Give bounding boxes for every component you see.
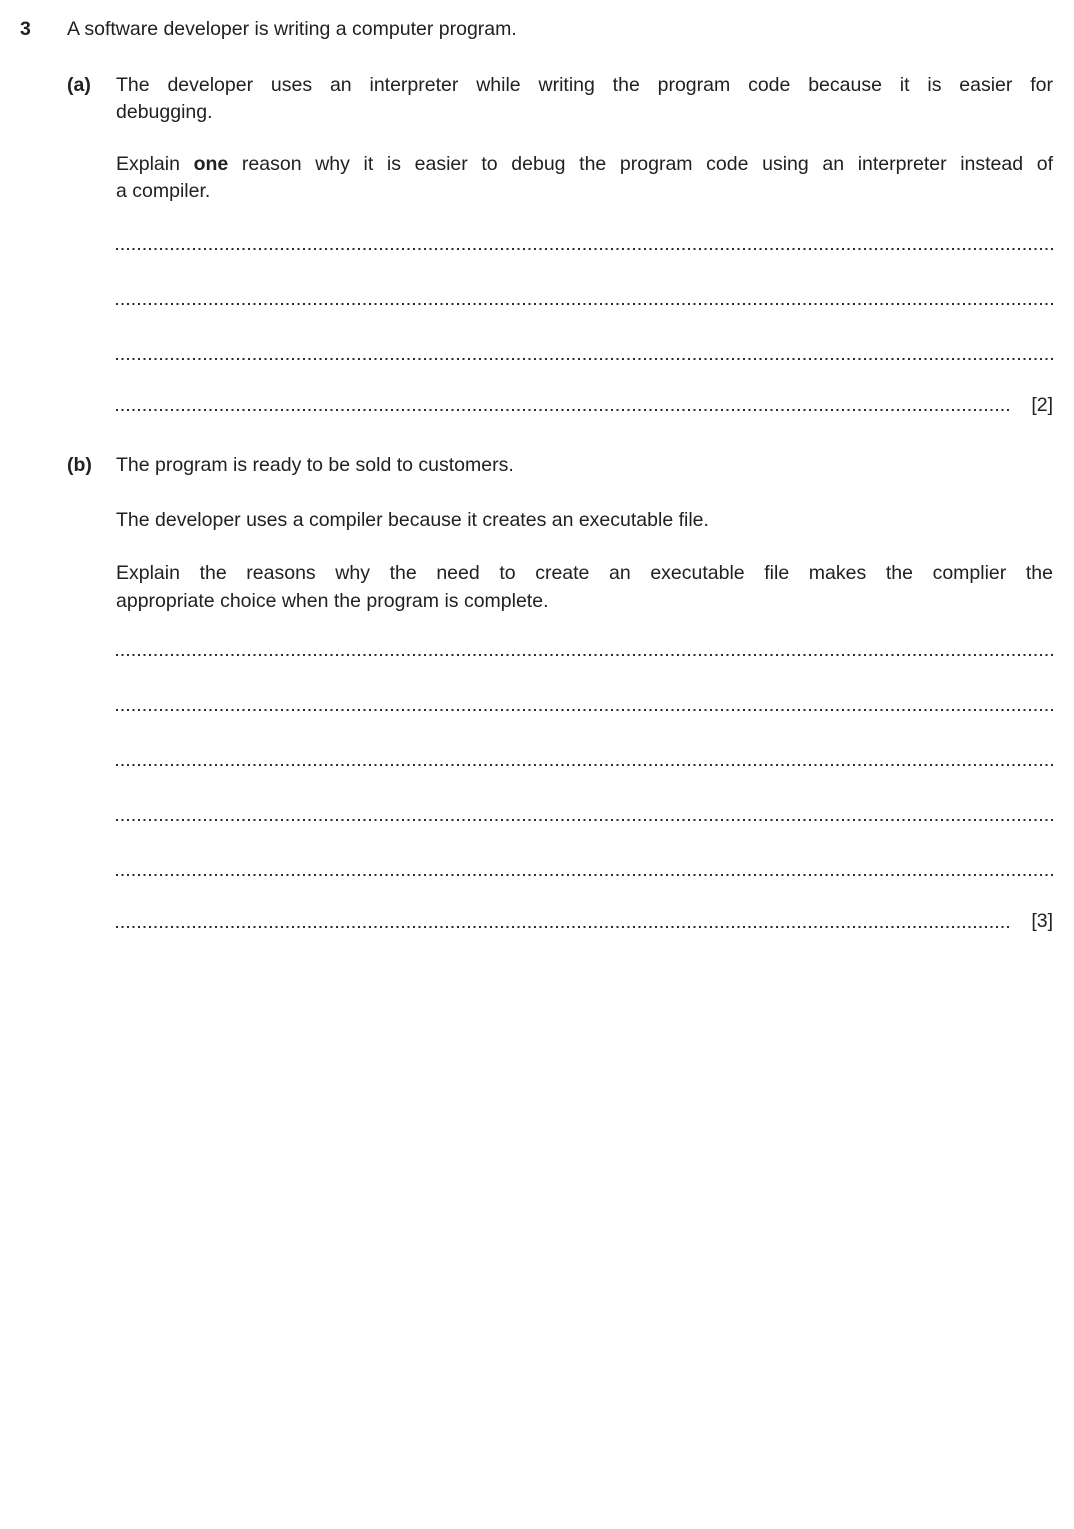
part-b-label: (b) xyxy=(67,454,92,476)
question-intro-row xyxy=(20,16,1053,44)
statement-line: debugging. xyxy=(116,101,213,123)
marks-label: [2] xyxy=(1031,393,1053,416)
part-a-answer-area xyxy=(116,248,1053,420)
explain-line: a compiler. xyxy=(116,180,211,202)
part-a-body xyxy=(116,72,1053,420)
part-b-statement-1 xyxy=(116,452,1053,480)
answer-dotted-line xyxy=(116,874,1053,876)
part-b-body xyxy=(116,452,1053,936)
part-a-label: (a) xyxy=(67,73,91,96)
answer-dotted-line xyxy=(116,764,1053,766)
answer-dotted-line xyxy=(116,409,1011,411)
answer-dotted-line xyxy=(116,709,1053,711)
explain-line: Explain the reasons why the need to create an executable file makes the complier the xyxy=(116,562,1053,584)
question-part-b xyxy=(67,452,1053,936)
answer-dotted-line xyxy=(116,303,1053,305)
question-number: 3 xyxy=(20,18,31,40)
explain-text-segment: Explain xyxy=(116,152,194,175)
question-intro-text: A software developer is writing a computer program. xyxy=(67,18,517,40)
part-b-explain xyxy=(116,560,1053,615)
part-b-statement-2 xyxy=(116,507,1053,535)
marks-label: [3] xyxy=(1031,910,1053,932)
part-a-statement xyxy=(116,72,1053,127)
statement-line: The developer uses a compiler because it creates an executable file. xyxy=(116,508,709,531)
explain-line: appropriate choice when the program is complete. xyxy=(116,589,549,612)
question-part-a xyxy=(67,72,1053,420)
answer-dotted-line xyxy=(116,926,1011,928)
explain-text-segment: reason why it is easier to debug the program code using an interpreter instead of xyxy=(228,152,1054,175)
part-b-answer-area xyxy=(116,654,1053,936)
statement-line: The developer uses an interpreter while writing the program code because it is easier for xyxy=(116,73,1053,96)
statement-line: The program is ready to be sold to customers. xyxy=(116,454,514,476)
answer-line-with-marks xyxy=(116,908,1053,936)
answer-dotted-line xyxy=(116,358,1053,360)
answer-dotted-line xyxy=(116,819,1053,821)
part-a-explain xyxy=(116,151,1053,206)
answer-line-with-marks xyxy=(116,392,1053,420)
answer-dotted-line xyxy=(116,248,1053,250)
answer-dotted-line xyxy=(116,654,1053,656)
explain-line xyxy=(116,151,1053,179)
bold-keyword: one xyxy=(193,152,229,175)
